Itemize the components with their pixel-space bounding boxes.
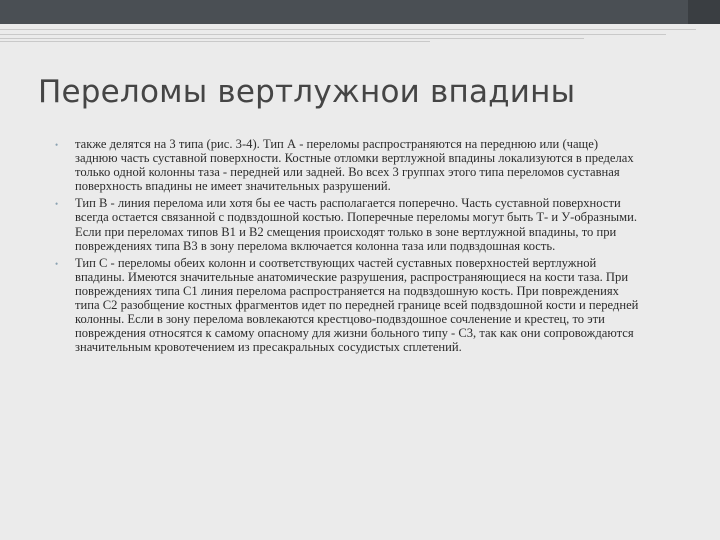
bullet-item (50, 137, 642, 193)
decorative-line (0, 29, 696, 30)
bullet-text: также делятся на 3 типа (рис. 3-4). Тип А - переломы распространяются на переднюю или (чаще) заднюю часть суставной поверхности. Костные отломки вертлужной впадины локализуются в пределах только одной колонны таза - передней или задней. Во всех 3 группах этого типа переломов суставная поверхность впадины не имеет значительных разрушений. (75, 137, 634, 194)
bullet-dot-icon: • (55, 199, 59, 210)
bullet-item (50, 256, 642, 355)
bullet-list (50, 137, 642, 357)
bullet-dot-icon: • (55, 258, 59, 269)
top-bar-accent (688, 0, 720, 24)
bullet-text: Тип С - переломы обеих колонн и соответствующих частей суставных поверхностей вертлужной впадины. Имеются значительные анатомические разрушения, распространяющиеся на кости таза. При повреждениях типа С1 линия перелома распространяется на подвздошную кость. При повреждениях типа С2 разобщение костных фрагментов идет по передней границе всей подвздошной кости и передней колонны. Если в зону перелома вовлекаются крестцово-подвздошное сочленение и крестец, то эти повреждения относятся к самому опасному для жизни больного типу - С3, так как они сопровождаются значительным кровотечением из пресакральных сосудистых сплетений. (75, 255, 639, 355)
decorative-line (0, 34, 666, 35)
decorative-line (0, 41, 430, 42)
bullet-item (50, 196, 642, 252)
bullet-text: Тип В - линия перелома или хотя бы ее часть располагается поперечно. Часть суставной поверхности всегда остается связанной с подвздошной костью. Поперечные переломы могут быть Т- и У-образными. Если при переломах типов В1 и В2 смещения происходят только в зоне вертлужной впадины, то при повреждениях типа В3 в зону перелома включается колонна таза или подвздошная кость. (75, 196, 637, 253)
top-bar (0, 0, 720, 24)
decorative-line (0, 38, 584, 39)
bullet-dot-icon: • (55, 140, 59, 150)
slide-title: Переломы вертлужнои впадины (38, 74, 576, 110)
